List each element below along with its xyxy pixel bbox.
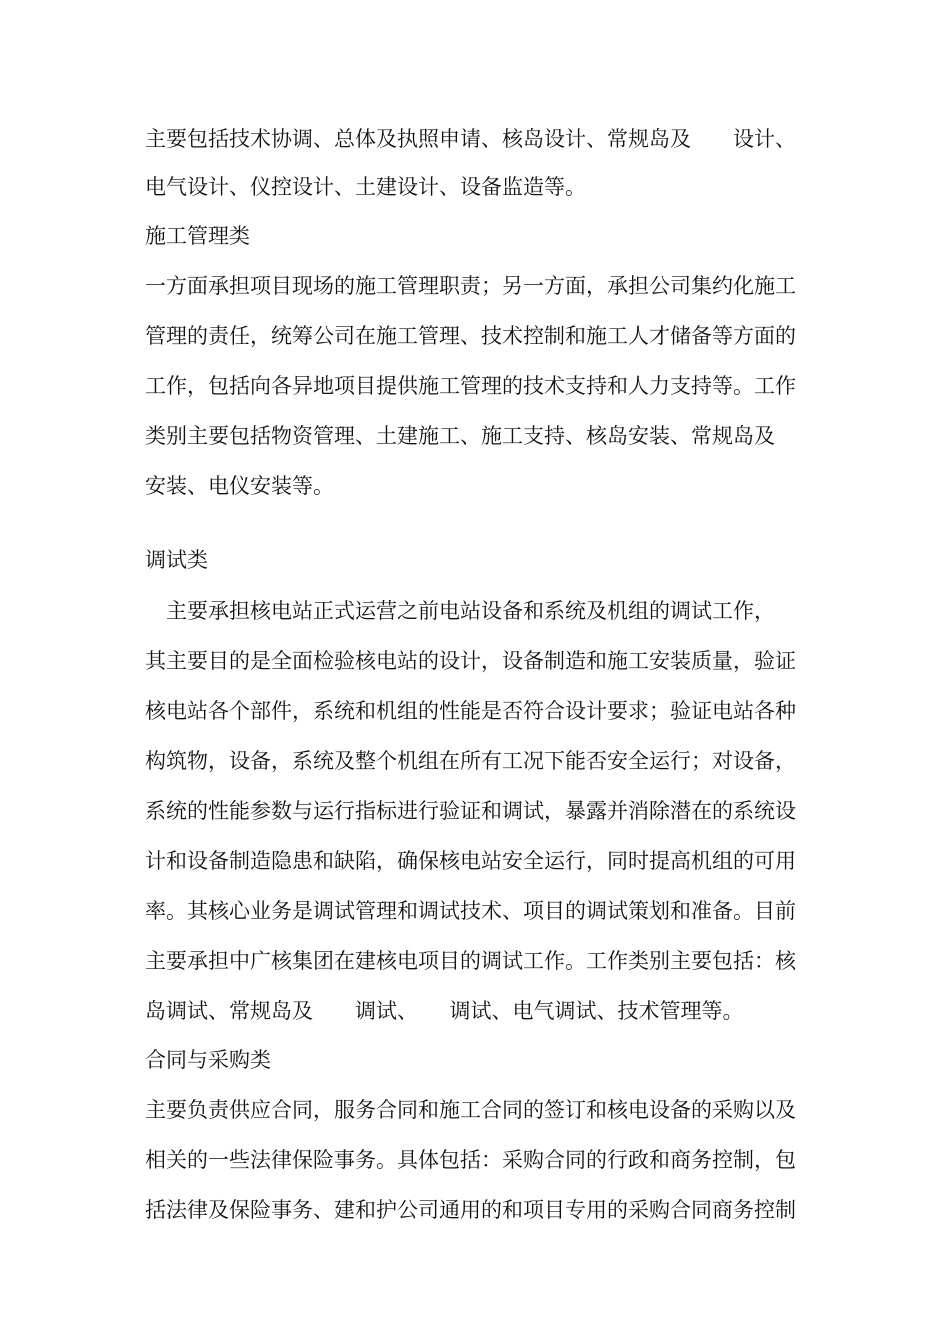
paragraph-line: 主要负责供应合同，服务合同和施工合同的签订和核电设备的采购以及 [145,1098,796,1122]
paragraph-line: 管理的责任，统筹公司在施工管理、技术控制和施工人才储备等方面的 [145,324,796,348]
paragraph-line: 括法律及保险事务、建和护公司通用的和项目专用的采购合同商务控制 [145,1198,796,1222]
paragraph-line: 类别主要包括物资管理、土建施工、施工支持、核岛安装、常规岛及 [145,424,775,448]
paragraph-line: 一方面承担项目现场的施工管理职责；另一方面，承担公司集约化施工 [145,274,796,298]
paragraph-line: 主要包括技术协调、总体及执照申请、核岛设计、常规岛及 设计、 [145,127,796,151]
paragraph-line: 率。其核心业务是调试管理和调试技术、项目的调试策划和准备。目前 [145,899,796,923]
section-heading: 合同与采购类 [145,1048,271,1072]
paragraph-line: 安装、电仪安装等。 [145,474,334,498]
paragraph-line: 构筑物，设备，系统及整个机组在所有工况下能否安全运行；对设备， [145,749,796,773]
paragraph-line: 其主要目的是全面检验核电站的设计，设备制造和施工安装质量，验证 [145,649,796,673]
paragraph-line: 相关的一些法律保险事务。具体包括：采购合同的行政和商务控制，包 [145,1148,796,1172]
section-heading: 调试类 [145,548,208,572]
paragraph-line: 主要承担中广核集团在建核电项目的调试工作。工作类别主要包括：核 [145,949,796,973]
paragraph-line: 系统的性能参数与运行指标进行验证和调试，暴露并消除潜在的系统设 [145,799,796,823]
paragraph-line: 岛调试、常规岛及 调试、 调试、电气调试、技术管理等。 [145,999,744,1023]
paragraph-line: 计和设备制造隐患和缺陷，确保核电站安全运行，同时提高机组的可用 [145,849,796,873]
paragraph-line: 工作，包括向各异地项目提供施工管理的技术支持和人力支持等。工作 [145,374,796,398]
paragraph-line: 主要承担核电站正式运营之前电站设备和系统及机组的调试工作， [145,599,775,623]
section-heading: 施工管理类 [145,224,250,248]
paragraph-line: 核电站各个部件，系统和机组的性能是否符合设计要求；验证电站各种 [145,699,796,723]
paragraph-line: 电气设计、仪控设计、土建设计、设备监造等。 [145,175,586,199]
